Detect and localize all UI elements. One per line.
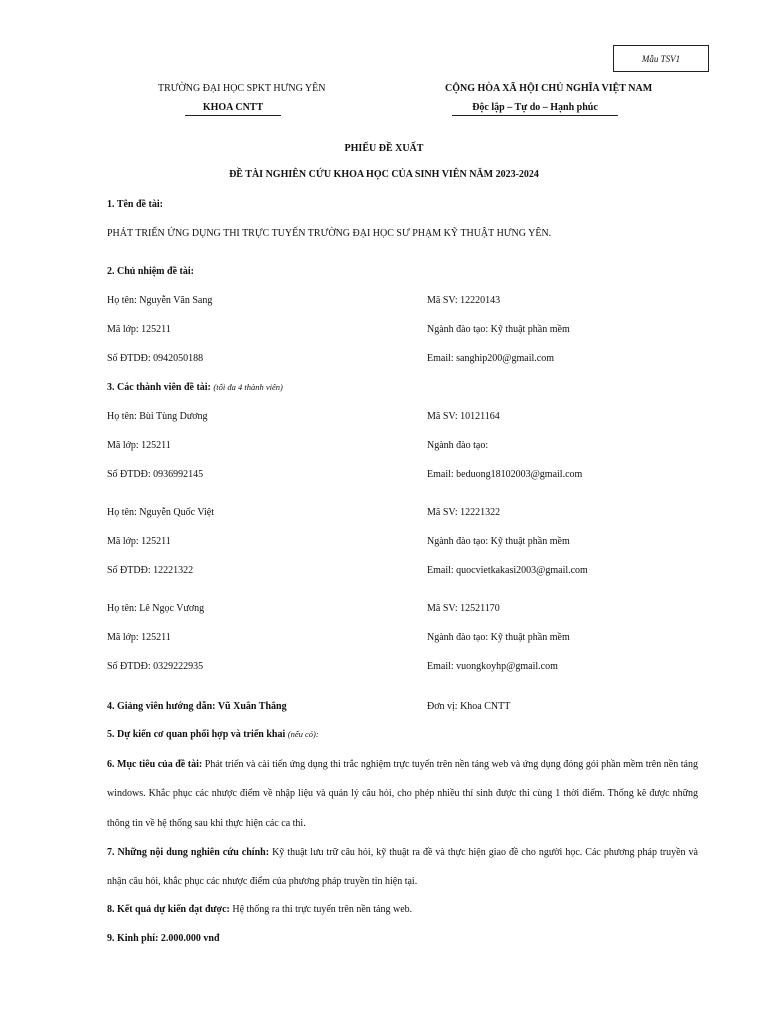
member-major: Ngành đào tạo: — [427, 440, 489, 451]
section2-heading: 2. Chủ nhiệm đề tài: — [107, 266, 194, 277]
section8-line — [107, 903, 412, 916]
member-phone: Số ĐTDĐ: 0329222935 — [107, 661, 204, 672]
section6-text: Phát triển và cài tiến ứng dụng thi trắc nghiệm trực tuyến trên nền tảng web và ứng dụng đóng gói phần mềm trên nền tảng windows. Khắc phục các nhược điểm về nhập liệu và quản lý câu hỏi, cho phép nhiều thí sinh được thi cùng 1 thời điểm. Thống kê được những thông tin về hệ thống sau khi thực hiện các ca thi. — [107, 759, 698, 829]
section5-heading: 5. Dự kiến cơ quan phối hợp và triển khai — [107, 729, 286, 740]
section3-heading-line — [107, 381, 283, 394]
leader-phone: Số ĐTDĐ: 0942050188 — [107, 353, 204, 364]
faculty-name: KHOA CNTT — [185, 101, 281, 116]
section6-paragraph — [107, 750, 698, 838]
section7-text: Kỹ thuật lưu trữ câu hỏi, kỹ thuật ra đề và thực hiện giao đề cho người học. Các phương pháp truyền và nhận câu hỏi, khắc phục các nhược điểm của phương pháp truyền tin hiện tại. — [107, 847, 698, 888]
member-email: Email: quocvietkakasi2003@gmail.com — [427, 565, 588, 576]
leader-email: Email: sanghip200@gmail.com — [427, 353, 554, 364]
form-code: Mẫu TSV1 — [641, 54, 681, 64]
member-phone: Số ĐTDĐ: 12221322 — [107, 565, 194, 576]
member-phone: Số ĐTDĐ: 0936992145 — [107, 469, 204, 480]
form-subtitle: ĐỀ TÀI NGHIÊN CỨU KHOA HỌC CỦA SINH VIÊN NĂM 2023-2024 — [229, 169, 539, 180]
school-name: TRƯỜNG ĐẠI HỌC SPKT HƯNG YÊN — [158, 83, 326, 94]
section8-heading: 8. Kết quả dự kiến đạt được: — [107, 904, 230, 915]
member-class: Mã lớp: 125211 — [107, 440, 171, 451]
member-major: Ngành đào tạo: Kỹ thuật phần mềm — [427, 632, 570, 643]
form-title: PHIẾU ĐỀ XUẤT — [344, 143, 424, 154]
member-student-id: Mã SV: 12521170 — [427, 603, 500, 614]
section8-text: Hệ thống ra thi trực tuyến trên nền tảng web. — [232, 904, 413, 915]
member-email: Email: vuongkoyhp@gmail.com — [427, 661, 558, 672]
section3-note: (tối đa 4 thành viên) — [213, 382, 283, 392]
member-email: Email: beduong18102003@gmail.com — [427, 469, 583, 480]
section7-paragraph — [107, 838, 698, 897]
section3-heading: 3. Các thành viên đề tài: — [107, 382, 211, 393]
supervisor-unit: Đơn vị: Khoa CNTT — [427, 701, 511, 712]
member-major: Ngành đào tạo: Kỹ thuật phần mềm — [427, 536, 570, 547]
member-class: Mã lớp: 125211 — [107, 536, 171, 547]
member-student-id: Mã SV: 10121164 — [427, 411, 500, 422]
project-title: PHÁT TRIỂN ỨNG DỤNG THI TRỰC TUYẾN TRƯỜNG ĐẠI HỌC SƯ PHẠM KỸ THUẬT HƯNG YÊN. — [107, 228, 552, 239]
supervisor: 4. Giảng viên hướng dẫn: Vũ Xuân Thắng — [107, 701, 287, 712]
leader-student-id: Mã SV: 12220143 — [427, 295, 501, 306]
section5-line — [107, 728, 319, 741]
national-motto: Độc lập – Tự do – Hạnh phúc — [452, 101, 618, 116]
section7-heading: 7. Những nội dung nghiên cứu chính: — [107, 847, 270, 858]
national-title: CỘNG HÒA XÃ HỘI CHỦ NGHĨA VIỆT NAM — [445, 83, 653, 94]
member-class: Mã lớp: 125211 — [107, 632, 171, 643]
leader-name: Họ tên: Nguyễn Văn Sang — [107, 295, 213, 306]
budget: 9. Kinh phí: 2.000.000 vnđ — [107, 933, 220, 944]
member-student-id: Mã SV: 12221322 — [427, 507, 501, 518]
member-name: Họ tên: Lê Ngọc Vương — [107, 603, 205, 614]
leader-class: Mã lớp: 125211 — [107, 324, 171, 335]
form-code-box — [613, 45, 709, 72]
member-name: Họ tên: Nguyễn Quốc Việt — [107, 507, 214, 518]
section1-heading: 1. Tên đề tài: — [107, 199, 163, 210]
member-name: Họ tên: Bùi Tùng Dương — [107, 411, 208, 422]
leader-major: Ngành đào tạo: Kỹ thuật phần mềm — [427, 324, 570, 335]
section6-heading: 6. Mục tiêu của đề tài: — [107, 759, 203, 770]
section5-note: (nếu có): — [287, 729, 319, 739]
